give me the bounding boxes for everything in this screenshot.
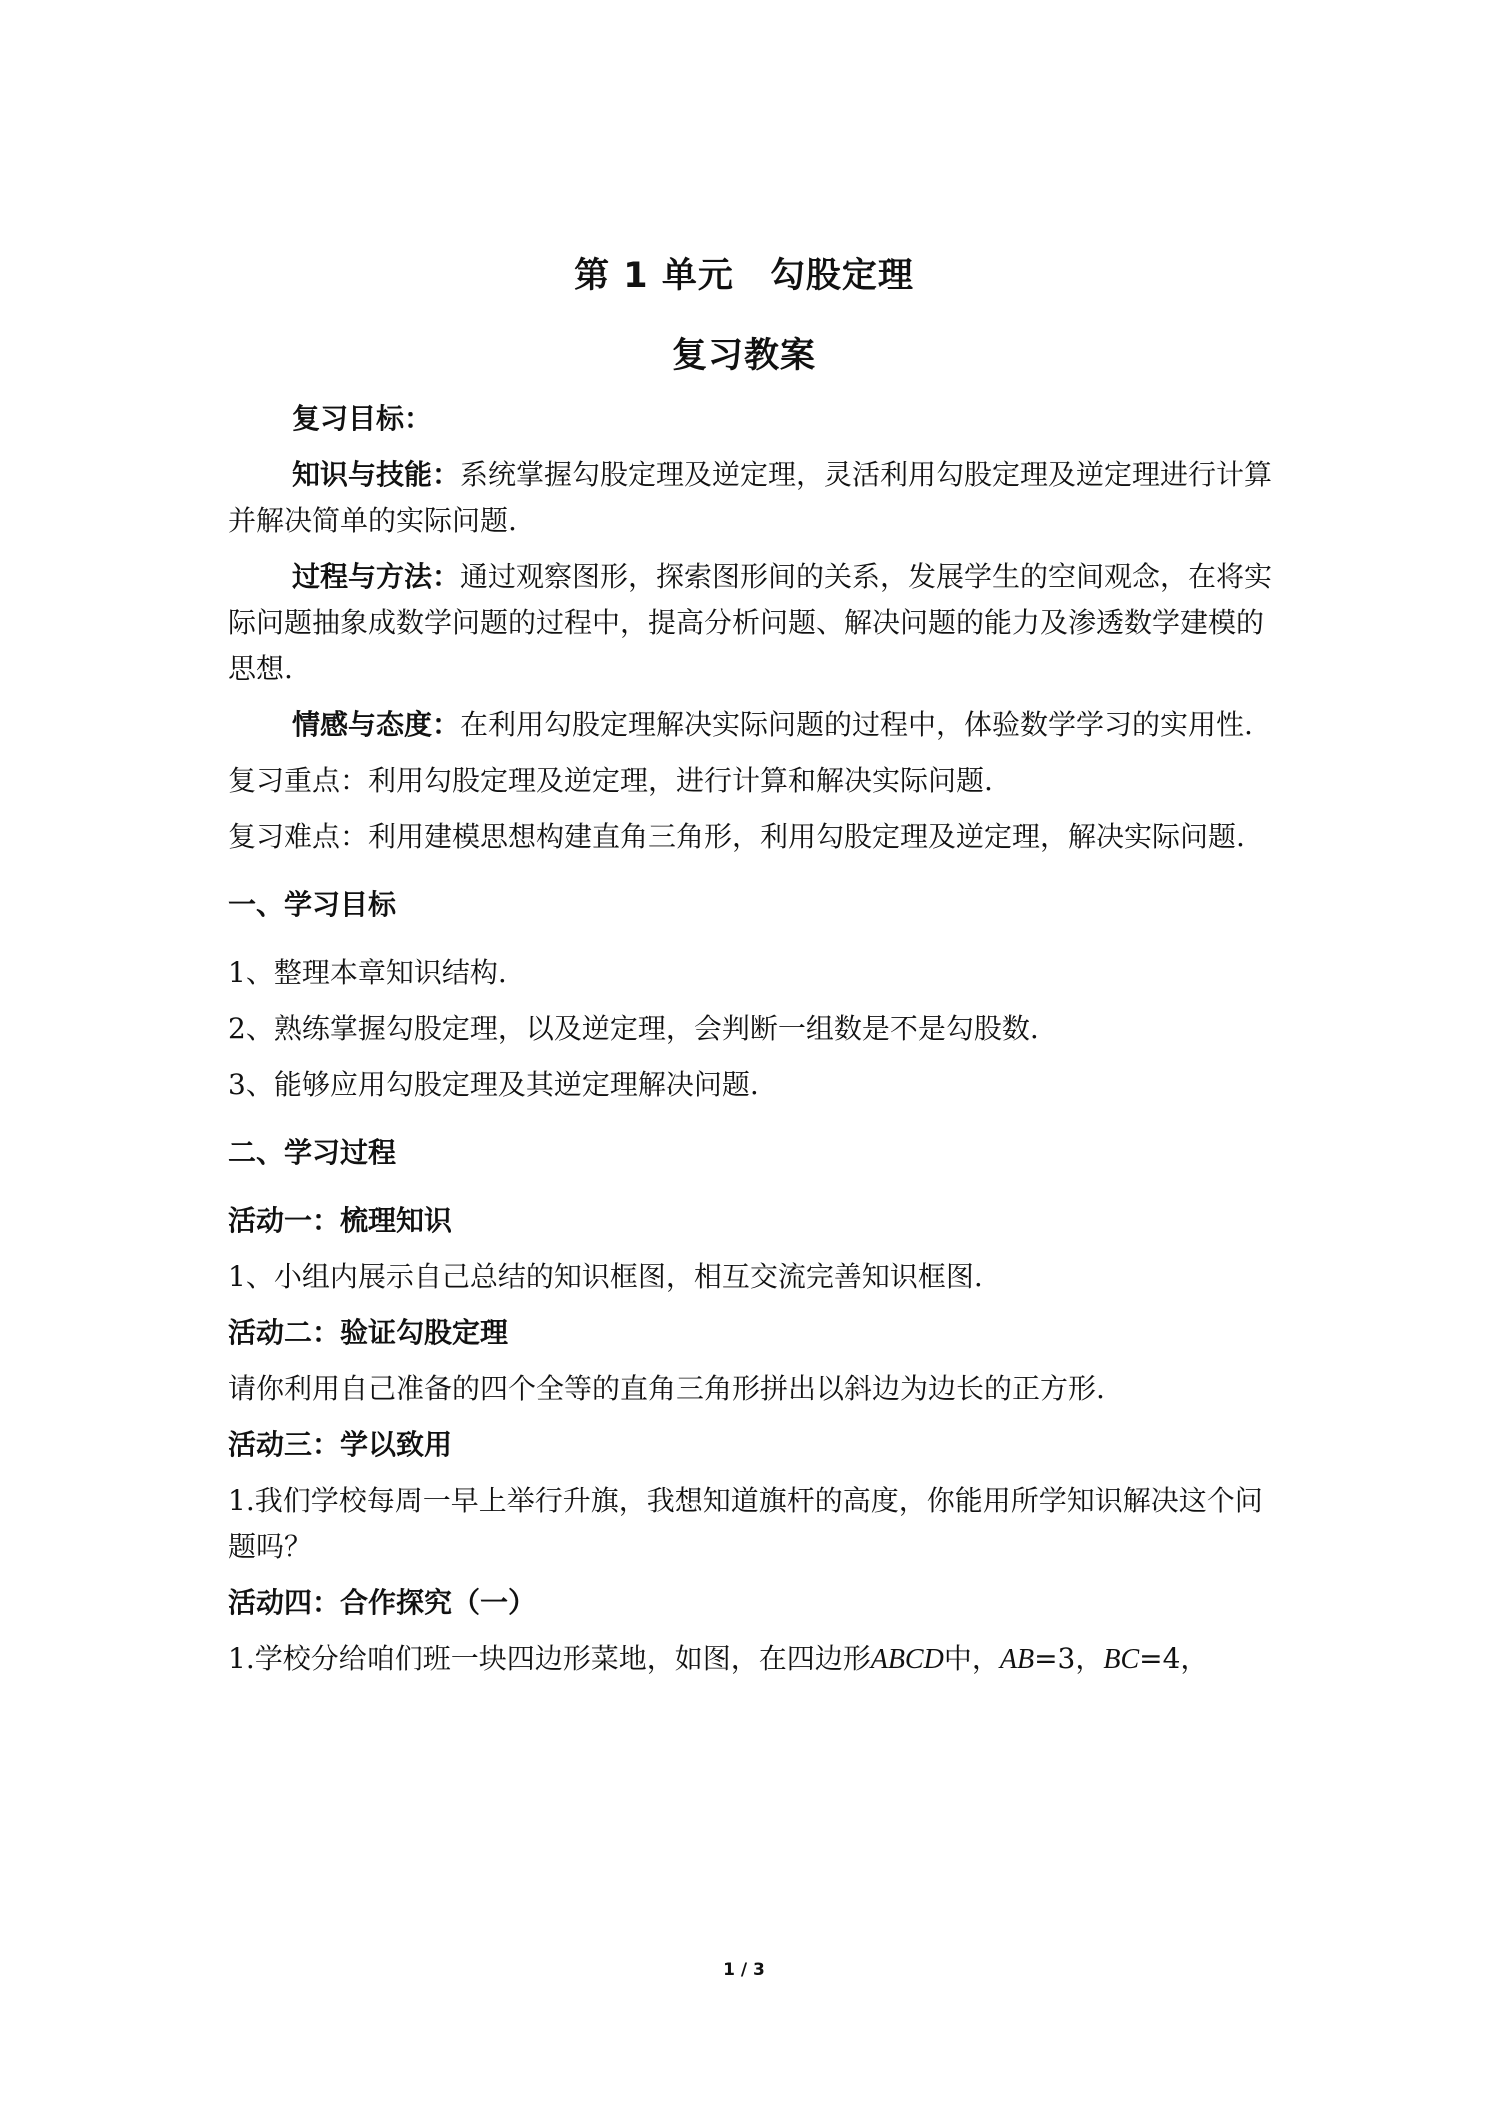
segment-bc: BC — [1103, 1644, 1140, 1675]
section1-heading: 一、学习目标 — [228, 888, 397, 921]
activity2-text: 请你利用自己准备的四个全等的直角三角形拼出以斜边为边长的正方形. — [228, 1372, 1105, 1405]
emotion-label: 情感与态度： — [292, 708, 461, 741]
difficulty: 复习难点：利用建模思想构建直角三角形，利用勾股定理及逆定理，解决实际问题. — [228, 820, 1245, 853]
segment-ab: AB — [999, 1644, 1035, 1675]
section1-item: 1、整理本章知识结构. — [228, 956, 507, 989]
section1-item: 3、能够应用勾股定理及其逆定理解决问题. — [228, 1068, 759, 1101]
segment-ab-value: =3， — [1034, 1642, 1104, 1675]
activity4-heading: 活动四：合作探究（一） — [228, 1586, 537, 1619]
document-body — [228, 396, 1278, 1683]
activity4-text-mid: 中， — [943, 1642, 1000, 1675]
emotion-paragraph — [228, 702, 1278, 748]
key-point: 复习重点：利用勾股定理及逆定理，进行计算和解决实际问题. — [228, 764, 993, 797]
knowledge-text: 系统掌握勾股定理及逆定理，灵活利用勾股定理及逆定理进行计算并解决简单的实际问题. — [228, 458, 1273, 537]
segment-bc-value: =4， — [1139, 1642, 1209, 1675]
activity4-text-pre: 1.学校分给咱们班一块四边形菜地，如图，在四边形 — [228, 1642, 871, 1675]
knowledge-paragraph — [228, 452, 1278, 544]
activity3-heading: 活动三：学以致用 — [228, 1428, 453, 1461]
knowledge-label: 知识与技能： — [292, 458, 461, 491]
activity1-text: 1、小组内展示自己总结的知识框图，相互交流完善知识框图. — [228, 1260, 983, 1293]
page-number: 1 / 3 — [723, 1960, 765, 1980]
emotion-text: 在利用勾股定理解决实际问题的过程中，体验数学学习的实用性. — [460, 708, 1253, 741]
activity2-heading: 活动二：验证勾股定理 — [228, 1316, 509, 1349]
activity4-text — [228, 1636, 1278, 1683]
process-label: 过程与方法： — [292, 560, 461, 593]
activity1-heading: 活动一：梳理知识 — [228, 1204, 453, 1237]
section2-heading: 二、学习过程 — [228, 1136, 397, 1169]
activity3-text: 1.我们学校每周一早上举行升旗，我想知道旗杆的高度，你能用所学知识解决这个问题吗？ — [228, 1484, 1263, 1563]
document-subtitle: 复习教案 — [671, 336, 816, 376]
document-title: 第 1 单元 勾股定理 — [574, 256, 914, 296]
process-paragraph — [228, 554, 1278, 692]
process-text: 通过观察图形，探索图形间的关系，发展学生的空间观念，在将实际问题抽象成数学问题的过程中，提高分析问题、解决问题的能力及渗透数学建模的思想. — [228, 560, 1273, 685]
section1-item: 2、熟练掌握勾股定理，以及逆定理，会判断一组数是不是勾股数. — [228, 1012, 1039, 1045]
objectives-heading: 复习目标： — [292, 402, 433, 435]
quadrilateral-label: ABCD — [870, 1644, 944, 1675]
